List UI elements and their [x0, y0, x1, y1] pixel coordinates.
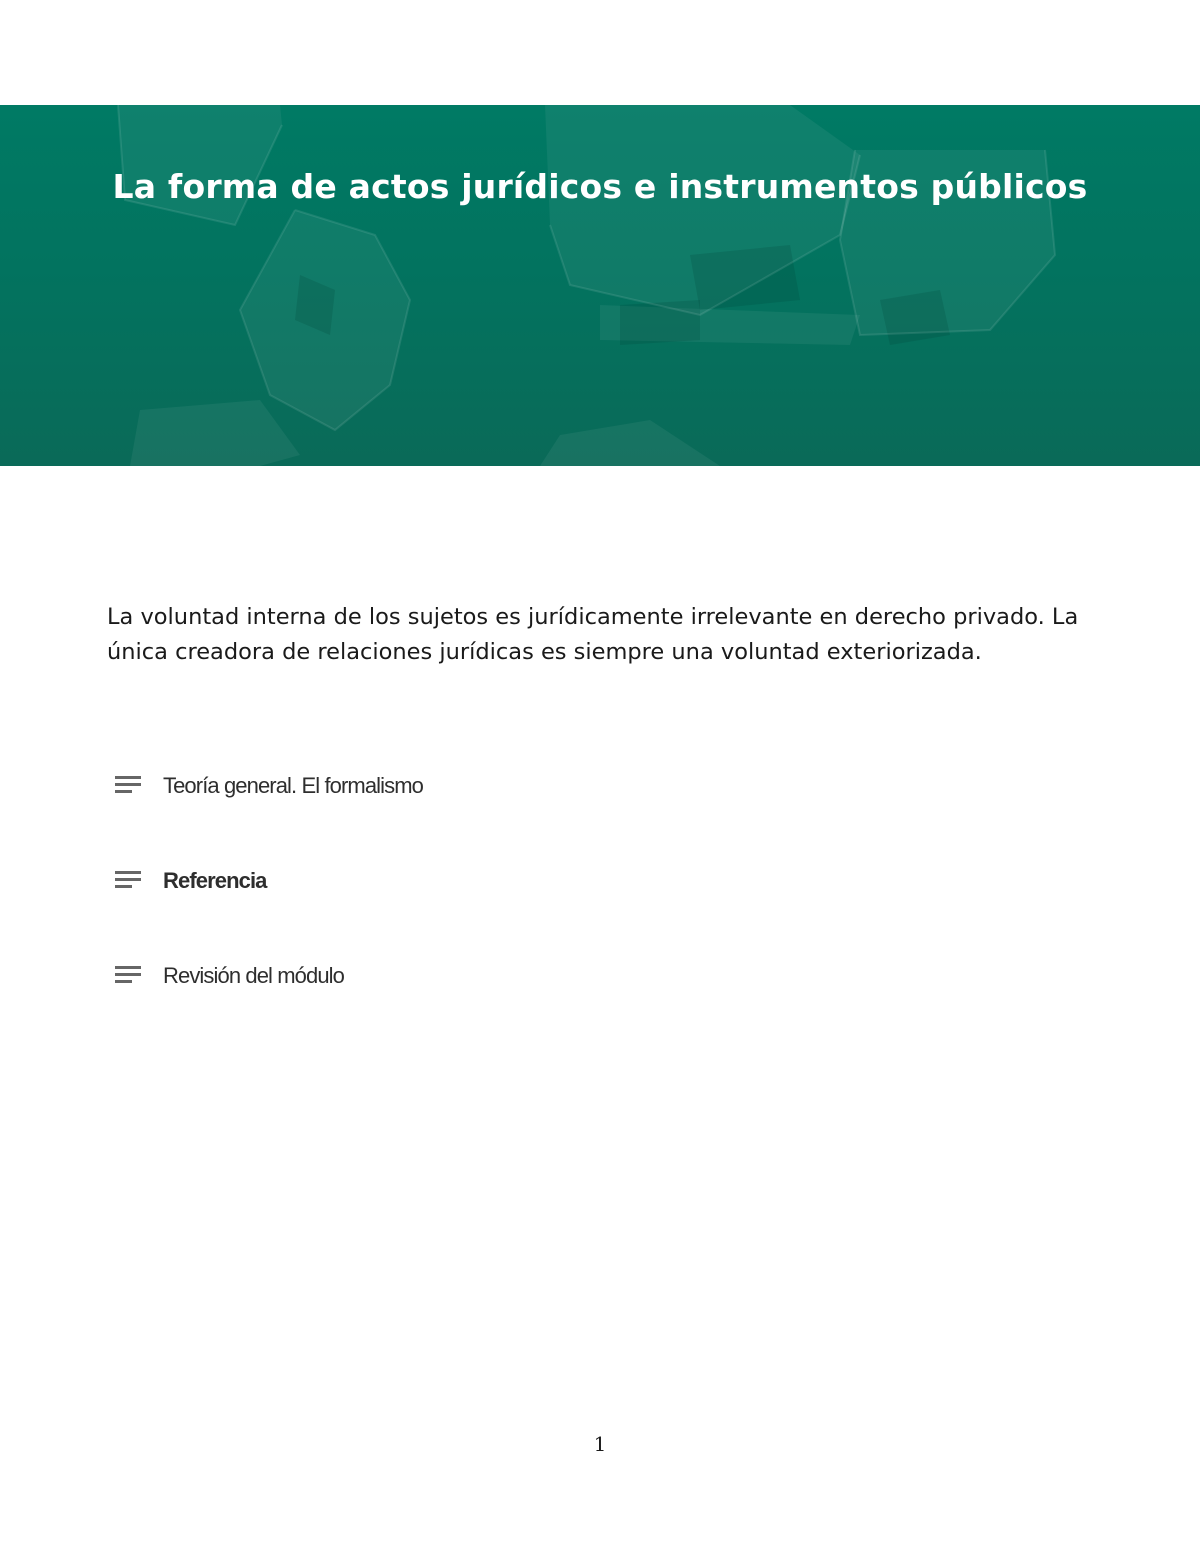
lesson-label: Revisión del módulo	[163, 963, 345, 988]
lesson-label: Teoría general. El formalismo	[163, 773, 424, 798]
lesson-item-teoria-general[interactable]	[115, 768, 915, 863]
page-title: La forma de actos jurídicos e instrumentos públicos	[112, 167, 1088, 206]
banner-background-image	[0, 105, 1200, 466]
lines-icon	[115, 870, 143, 890]
header-banner	[0, 105, 1200, 466]
lesson-label: Referencia	[163, 868, 267, 893]
intro-paragraph: La voluntad interna de los sujetos es jurídicamente irrelevante en derecho privado. La única creadora de relaciones jurídicas es siempre una voluntad exteriorizada.	[107, 604, 1079, 665]
lesson-item-referencia[interactable]	[115, 863, 915, 958]
lines-icon	[115, 965, 143, 985]
lesson-item-revision-modulo[interactable]	[115, 958, 915, 1053]
lesson-list	[115, 768, 915, 1053]
page-number: 1	[593, 1432, 607, 1456]
lines-icon	[115, 775, 143, 795]
